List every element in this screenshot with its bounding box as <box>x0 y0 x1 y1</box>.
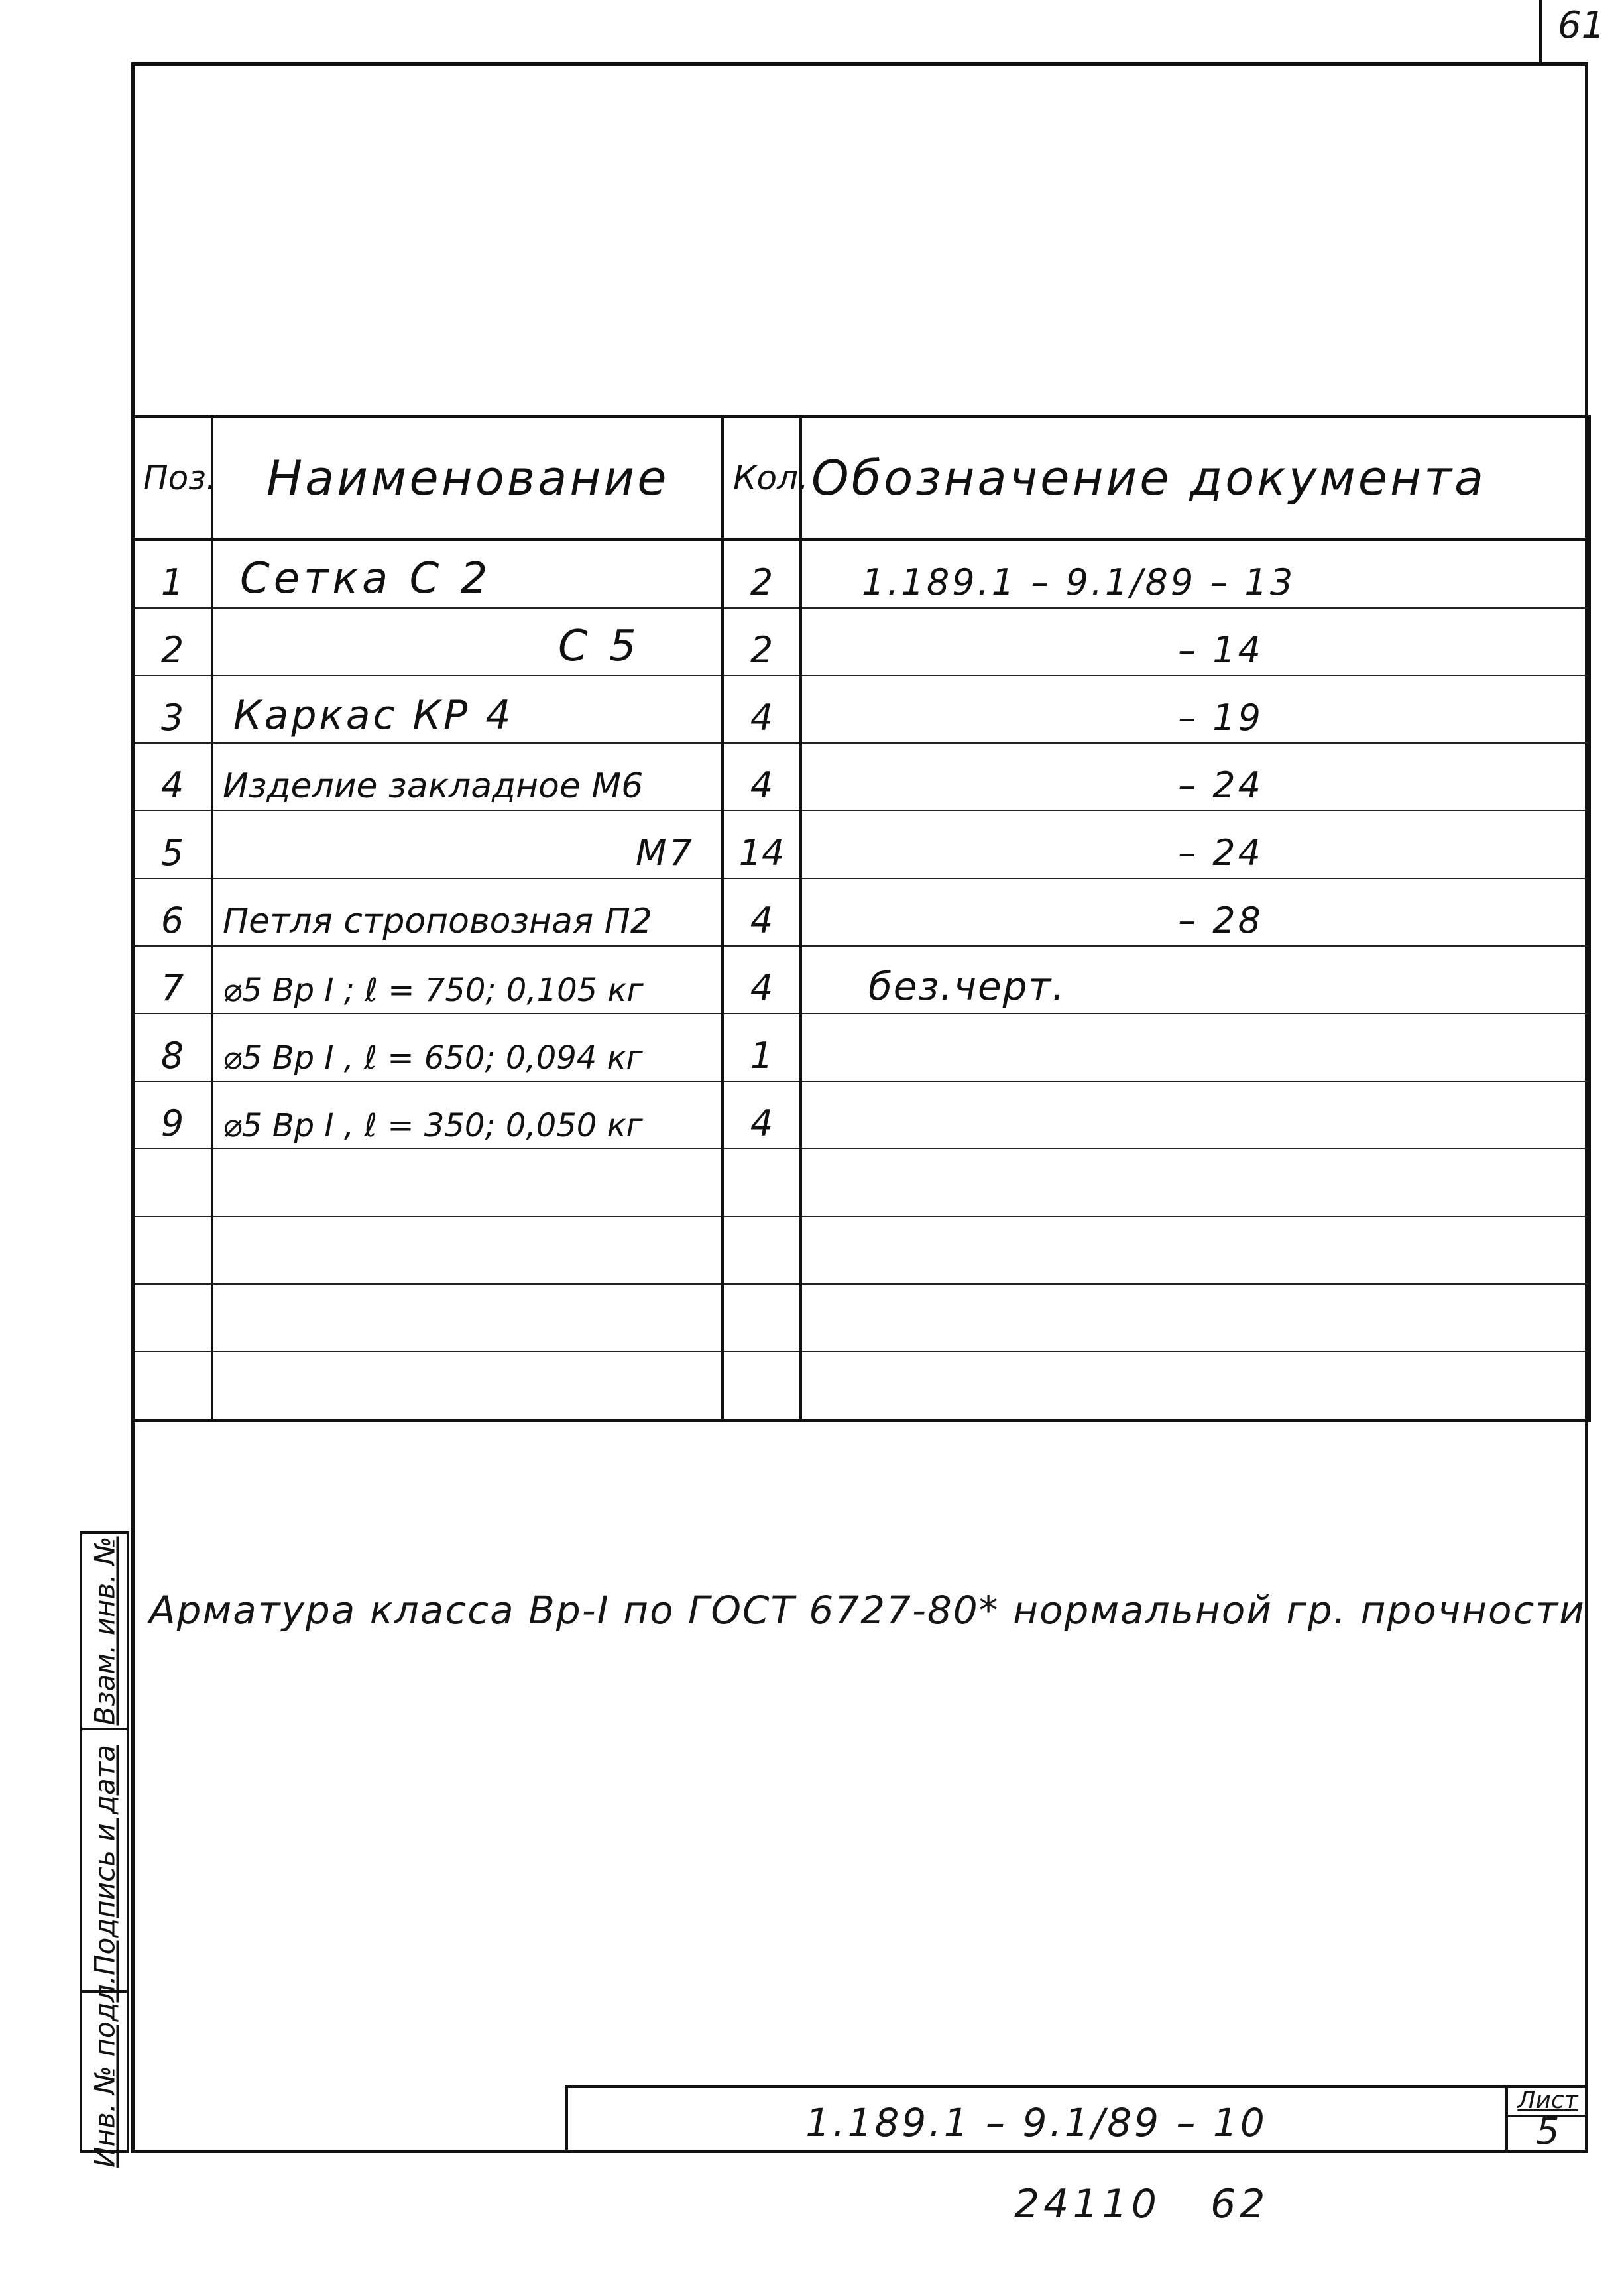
cell-qty: 4 <box>723 675 801 743</box>
cell-doc: – 14 <box>801 608 1590 675</box>
side-label-podpis: Подпись и дата <box>88 1745 121 1975</box>
cell-pos <box>133 1352 212 1421</box>
table-row <box>133 811 1590 878</box>
table-row <box>133 1081 1590 1149</box>
cell-name: ⌀5 Вр I , ℓ = 650; 0,094 кг <box>212 1014 723 1081</box>
cell-name: ⌀5 Вр I ; ℓ = 750; 0,105 кг <box>212 946 723 1014</box>
side-cell-inv <box>80 1975 129 2168</box>
cell-doc: без.черт. <box>801 946 1590 1014</box>
stamp-sheet-number: 5 <box>1536 2110 1560 2153</box>
cell-qty <box>723 1352 801 1421</box>
cell-qty: 2 <box>723 608 801 675</box>
stamp-designation: 1.189.1 – 9.1/89 – 10 <box>805 2100 1267 2145</box>
cell-name: Петля строповозная П2 <box>212 878 723 946</box>
stamp-top-border <box>565 2085 1588 2088</box>
page-number: 61 <box>1558 4 1605 47</box>
cell-pos: 5 <box>133 811 212 878</box>
cell-name: М7 <box>212 811 723 878</box>
table-row <box>133 540 1590 609</box>
cell-pos: 2 <box>133 608 212 675</box>
specification-table <box>131 415 1591 1422</box>
cell-doc: – 28 <box>801 878 1590 946</box>
cell-doc: – 24 <box>801 811 1590 878</box>
cell-pos <box>133 1149 212 1216</box>
side-cell-podpis <box>80 1728 129 1993</box>
table-row <box>133 1014 1590 1081</box>
cell-doc <box>801 1081 1590 1149</box>
cell-qty: 14 <box>723 811 801 878</box>
cell-name: Сетка С 2 <box>212 540 723 609</box>
side-label-vzam: Взам. инв. № <box>88 1536 121 1726</box>
table-row <box>133 1284 1590 1352</box>
cell-pos: 6 <box>133 878 212 946</box>
side-label-inv: Инв. № подл. <box>88 1975 121 2168</box>
cell-name: С 5 <box>212 608 723 675</box>
cell-pos: 8 <box>133 1014 212 1081</box>
page-number-divider <box>1539 0 1542 64</box>
table-row <box>133 1216 1590 1284</box>
cell-doc: 1.189.1 – 9.1/89 – 13 <box>801 540 1590 609</box>
table-row <box>133 878 1590 946</box>
cell-doc <box>801 1216 1590 1284</box>
cell-doc <box>801 1149 1590 1216</box>
header-name: Наименование <box>212 417 723 540</box>
cell-qty <box>723 1284 801 1352</box>
cell-name <box>212 1149 723 1216</box>
cell-name: ⌀5 Вр I , ℓ = 350; 0,050 кг <box>212 1081 723 1149</box>
cell-qty: 4 <box>723 1081 801 1149</box>
table-row <box>133 1352 1590 1421</box>
table-row <box>133 675 1590 743</box>
cell-name <box>212 1216 723 1284</box>
cell-doc: – 19 <box>801 675 1590 743</box>
side-cell-vzam <box>80 1531 129 1730</box>
technical-note: Арматура класса Вр-I по ГОСТ 6727-80* нормальной гр. прочности <box>149 1588 1586 1633</box>
table-row <box>133 946 1590 1014</box>
cell-pos: 9 <box>133 1081 212 1149</box>
header-pos: Поз. <box>133 417 212 540</box>
cell-doc <box>801 1352 1590 1421</box>
cell-qty: 4 <box>723 878 801 946</box>
stamp-sheet-divider <box>1505 2085 1508 2153</box>
table-header-row <box>133 417 1590 540</box>
cell-name <box>212 1352 723 1421</box>
cell-pos <box>133 1216 212 1284</box>
cell-name: Изделие закладное М6 <box>212 743 723 811</box>
table-row <box>133 1149 1590 1216</box>
header-qty: Кол. <box>723 417 801 540</box>
cell-pos: 1 <box>133 540 212 609</box>
cell-doc: – 24 <box>801 743 1590 811</box>
cell-name <box>212 1284 723 1352</box>
cell-pos: 3 <box>133 675 212 743</box>
cell-qty: 1 <box>723 1014 801 1081</box>
cell-qty <box>723 1216 801 1284</box>
cell-name: Каркас КР 4 <box>212 675 723 743</box>
cell-pos: 7 <box>133 946 212 1014</box>
footer-code: 24110 62 <box>1014 2181 1269 2227</box>
cell-doc <box>801 1014 1590 1081</box>
cell-qty: 4 <box>723 743 801 811</box>
cell-qty: 2 <box>723 540 801 609</box>
stamp-sheet-label: Лист <box>1517 2087 1578 2114</box>
cell-qty <box>723 1149 801 1216</box>
table-row <box>133 743 1590 811</box>
cell-pos: 4 <box>133 743 212 811</box>
cell-doc <box>801 1284 1590 1352</box>
table-row <box>133 608 1590 675</box>
cell-qty: 4 <box>723 946 801 1014</box>
cell-pos <box>133 1284 212 1352</box>
header-doc: Обозначение документа <box>801 417 1590 540</box>
